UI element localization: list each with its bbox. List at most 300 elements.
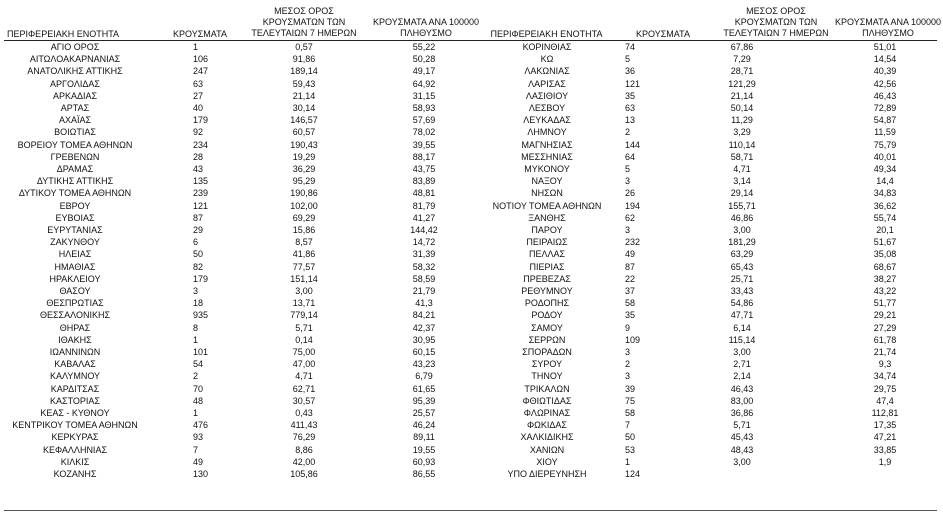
cases-value: 3 xyxy=(193,286,199,296)
cases-value: 1 xyxy=(625,456,631,467)
table-row xyxy=(0,407,943,419)
cases-value: 2 xyxy=(193,371,199,382)
header-cases-left: ΚΡΟΥΣΜΑΤΑ xyxy=(173,29,227,39)
region-name: ΧΑΝΙΩΝ xyxy=(529,444,565,455)
cases-value: 3 xyxy=(625,176,631,187)
table-row xyxy=(0,456,943,468)
per100k-value: 46,43 xyxy=(873,90,897,101)
avg7-value: 189,14 xyxy=(290,66,318,77)
avg7-value: 102,00 xyxy=(290,200,318,211)
cases-value: 35 xyxy=(625,90,636,101)
per100k-value: 48,81 xyxy=(412,188,436,199)
cases-value: 54 xyxy=(193,359,204,370)
per100k-value: 6,79 xyxy=(415,371,433,382)
avg7-value: 3,00 xyxy=(733,225,751,235)
region-name: ΞΑΝΘΗΣ xyxy=(528,212,566,223)
table-row xyxy=(0,383,943,395)
cases-value: 82 xyxy=(193,261,204,272)
cases-value: 28 xyxy=(193,151,204,162)
per100k-value: 49,17 xyxy=(412,66,436,77)
avg7-value: 58,71 xyxy=(730,151,754,162)
avg7-value: 0,14 xyxy=(295,334,313,345)
per100k-value: 1,9 xyxy=(878,456,892,467)
per100k-value: 58,32 xyxy=(412,261,436,272)
avg7-value: 60,57 xyxy=(292,127,316,138)
region-name: ΚΑΒΑΛΑΣ xyxy=(54,359,96,370)
table-row xyxy=(0,273,943,285)
cases-value: 22 xyxy=(625,273,636,284)
avg7-value: 54,86 xyxy=(730,298,754,309)
region-name: ΧΑΛΚΙΔΙΚΗΣ xyxy=(520,432,574,443)
avg7-value: 91,86 xyxy=(292,54,316,65)
per100k-value: 47,4 xyxy=(876,395,894,406)
region-name: ΠΑΡΟΥ xyxy=(531,225,563,235)
avg7-value: 95,29 xyxy=(292,176,316,187)
avg7-value: 30,14 xyxy=(292,103,316,113)
per100k-value: 39,55 xyxy=(412,139,436,150)
cases-value: 2 xyxy=(625,359,631,370)
per100k-value: 54,87 xyxy=(873,115,897,126)
region-name: ΗΡΑΚΛΕΙΟΥ xyxy=(49,273,101,284)
cases-value: 6 xyxy=(193,237,199,248)
avg7-value: 65,43 xyxy=(730,261,754,272)
table-row xyxy=(0,224,943,236)
cases-value: 49 xyxy=(193,456,204,467)
region-name: ΧΙΟΥ xyxy=(536,456,558,467)
table-row xyxy=(0,187,943,199)
per100k-value: 21,79 xyxy=(412,286,436,296)
per100k-value: 31,39 xyxy=(412,249,436,260)
cases-value: 5 xyxy=(625,54,631,65)
region-name: ΚΙΛΚΙΣ xyxy=(60,456,90,467)
per100k-value: 46,24 xyxy=(412,420,436,431)
region-name: ΔΡΑΜΑΣ xyxy=(56,164,94,174)
region-name: ΣΕΡΡΩΝ xyxy=(528,334,566,345)
per100k-value: 89,11 xyxy=(413,432,435,443)
table-row xyxy=(0,151,943,163)
per100k-value: 61,78 xyxy=(873,334,897,345)
header-per100k-left: ΚΡΟΥΣΜΑΤΑ ΑΝΑ 100000 ΠΛΗΘΥΣΜΟ xyxy=(373,17,479,38)
avg7-value: 59,43 xyxy=(292,78,316,89)
region-name: ΑΧΑΪΑΣ xyxy=(58,115,92,126)
avg7-value: 3,29 xyxy=(733,127,751,138)
per100k-value: 30,95 xyxy=(412,334,436,345)
avg7-value: 2,71 xyxy=(733,359,751,370)
table-row xyxy=(0,297,943,309)
region-name: ΚΕΡΚΥΡΑΣ xyxy=(51,432,99,443)
region-name: ΗΜΑΘΙΑΣ xyxy=(54,261,96,272)
avg7-value: 36,86 xyxy=(730,408,754,418)
header-avg7-right: ΜΕΣΟΣ ΟΡΟΣ ΚΡΟΥΣΜΑΤΩΝ ΤΩΝ ΤΕΛΕΥΤΑΙΩΝ 7 ΗΜΕΡΩΝ xyxy=(723,6,829,38)
cases-value: 121 xyxy=(625,78,641,89)
per100k-value: 49,34 xyxy=(873,164,897,174)
avg7-value: 63,29 xyxy=(730,249,754,260)
table-row xyxy=(0,261,943,273)
region-name: ΡΟΔΟΥ xyxy=(531,310,563,321)
avg7-value: 8,57 xyxy=(295,237,313,248)
per100k-value: 40,39 xyxy=(873,66,897,77)
cases-value: 70 xyxy=(193,383,204,394)
per100k-value: 75,79 xyxy=(873,139,897,150)
table-row xyxy=(0,248,943,260)
region-name: ΑΓΙΟ ΟΡΟΣ xyxy=(50,42,100,52)
region-name: ΗΛΕΙΑΣ xyxy=(58,249,92,260)
region-name: ΑΡΚΑΔΙΑΣ xyxy=(52,90,98,101)
region-name: ΦΘΙΩΤΙΔΑΣ xyxy=(522,395,572,406)
table-row xyxy=(0,431,943,443)
region-name: ΠΕΛΛΑΣ xyxy=(528,249,566,260)
region-name: ΣΠΟΡΑΔΩΝ xyxy=(522,347,572,357)
avg7-value: 29,14 xyxy=(730,188,754,199)
region-name: ΔΥΤΙΚΟΥ ΤΟΜΕΑ ΑΘΗΝΩΝ xyxy=(18,188,132,199)
per100k-value: 36,62 xyxy=(873,200,897,211)
table-row xyxy=(0,346,943,358)
avg7-value: 33,43 xyxy=(730,286,754,296)
avg7-value: 3,14 xyxy=(733,176,751,187)
cases-value: 135 xyxy=(193,176,209,187)
region-name: ΛΕΣΒΟΥ xyxy=(528,103,566,113)
avg7-value: 62,71 xyxy=(292,383,316,394)
region-name: ΘΗΡΑΣ xyxy=(59,322,91,333)
avg7-value: 5,71 xyxy=(295,322,313,333)
table-row xyxy=(0,90,943,102)
per100k-value: 20,1 xyxy=(876,225,894,235)
region-name: ΥΠΟ ΔΙΕΡΕΥΝΗΣΗ xyxy=(507,469,587,479)
per100k-value: 95,39 xyxy=(412,395,436,406)
avg7-value: 4,71 xyxy=(295,371,313,382)
cases-value: 75 xyxy=(625,395,636,406)
table-bottom-rule xyxy=(4,510,937,511)
per100k-value: 43,75 xyxy=(412,164,436,174)
cases-value: 63 xyxy=(193,78,204,89)
per100k-value: 86,55 xyxy=(412,469,436,479)
region-name: ΚΕΝΤΡΙΚΟΥ ΤΟΜΕΑ ΑΘΗΝΩΝ xyxy=(12,420,138,431)
per100k-value: 9,3 xyxy=(878,359,892,370)
avg7-value: 155,71 xyxy=(728,200,756,211)
header-region-left: ΠΕΡΙΦΕΡΕΙΑΚΗ ΕΝΟΤΗΤΑ xyxy=(7,29,120,39)
table-row xyxy=(0,309,943,321)
region-name: ΛΑΚΩΝΙΑΣ xyxy=(524,66,570,77)
table-row xyxy=(0,419,943,431)
cases-value: 87 xyxy=(625,261,636,272)
header-avg7-left: ΜΕΣΟΣ ΟΡΟΣ ΚΡΟΥΣΜΑΤΩΝ ΤΩΝ ΤΕΛΕΥΤΑΙΩΝ 7 ΗΜΕΡΩΝ xyxy=(251,6,357,38)
avg7-value: 75,00 xyxy=(292,347,316,357)
per100k-value: 34,83 xyxy=(873,188,897,199)
per100k-value: 61,65 xyxy=(412,383,436,394)
per100k-value: 72,89 xyxy=(873,103,897,113)
table-row xyxy=(0,175,943,187)
region-name: ΛΗΜΝΟΥ xyxy=(527,127,567,138)
table-row xyxy=(0,139,943,151)
cases-value: 7 xyxy=(193,444,199,455)
avg7-value: 13,71 xyxy=(292,298,316,309)
table-row xyxy=(0,212,943,224)
avg7-value: 151,14 xyxy=(290,273,318,284)
region-name: ΡΟΔΟΠΗΣ xyxy=(524,298,570,309)
avg7-value: 77,57 xyxy=(292,261,316,272)
per100k-value: 21,74 xyxy=(873,347,897,357)
table-row xyxy=(0,468,943,480)
per100k-value: 51,77 xyxy=(873,298,897,309)
cases-value: 179 xyxy=(193,273,209,284)
cases-value: 1 xyxy=(193,334,199,345)
avg7-value: 5,71 xyxy=(733,420,751,431)
avg7-value: 3,00 xyxy=(733,456,751,467)
per100k-value: 42,56 xyxy=(873,78,897,89)
table-row xyxy=(0,395,943,407)
table-row xyxy=(0,163,943,175)
region-name: ΙΩΑΝΝΙΝΩΝ xyxy=(49,347,101,357)
region-name: ΦΩΚΙΔΑΣ xyxy=(527,420,567,431)
region-name: ΣΥΡΟΥ xyxy=(531,359,563,370)
cases-value: 3 xyxy=(625,347,631,357)
avg7-value: 47,71 xyxy=(730,310,754,321)
table-row xyxy=(0,78,943,90)
region-name: ΘΕΣΠΡΩΤΙΑΣ xyxy=(46,298,104,309)
cases-value: 26 xyxy=(625,188,636,199)
cases-value: 476 xyxy=(193,420,209,431)
table-row xyxy=(0,444,943,456)
avg7-value: 3,00 xyxy=(295,286,313,296)
cases-value: 5 xyxy=(625,164,631,174)
cases-value: 3 xyxy=(625,225,631,235)
region-name: ΘΑΣΟΥ xyxy=(59,286,91,296)
cases-value: 130 xyxy=(193,469,209,479)
per100k-value: 29,21 xyxy=(873,310,897,321)
per100k-value: 34,74 xyxy=(873,371,897,382)
region-name: ΤΗΝΟΥ xyxy=(531,371,563,382)
per100k-value: 83,89 xyxy=(412,176,436,187)
per100k-value: 47,21 xyxy=(873,432,897,443)
cases-value: 247 xyxy=(193,66,209,77)
per100k-value: 38,27 xyxy=(873,273,897,284)
avg7-value: 8,86 xyxy=(295,444,313,455)
region-name: ΕΥΒΟΙΑΣ xyxy=(55,212,95,223)
region-name: ΦΛΩΡΙΝΑΣ xyxy=(523,408,571,418)
region-name: ΘΕΣΣΑΛΟΝΙΚΗΣ xyxy=(39,310,111,321)
per100k-value: 64,92 xyxy=(412,78,436,89)
per100k-value: 68,67 xyxy=(873,261,897,272)
avg7-value: 105,86 xyxy=(290,469,318,479)
cases-value: 39 xyxy=(625,383,636,394)
per100k-value: 14,54 xyxy=(873,54,897,65)
cases-value: 935 xyxy=(193,310,209,321)
per100k-value: 35,08 xyxy=(873,249,897,260)
cases-value: 1 xyxy=(193,408,199,418)
region-name: ΒΟΡΕΙΟΥ ΤΟΜΕΑ ΑΘΗΝΩΝ xyxy=(17,139,133,150)
avg7-value: 25,71 xyxy=(730,273,754,284)
table-row xyxy=(0,114,943,126)
avg7-value: 76,29 xyxy=(292,432,316,443)
cases-value: 43 xyxy=(193,164,204,174)
cases-value: 50 xyxy=(625,432,636,443)
region-name: ΛΑΣΙΘΙΟΥ xyxy=(525,90,569,101)
region-name: ΜΑΓΝΗΣΙΑΣ xyxy=(521,139,573,150)
per100k-value: 55,22 xyxy=(412,42,436,52)
cases-value: 64 xyxy=(625,151,636,162)
avg7-value: 4,71 xyxy=(733,164,751,174)
avg7-value: 36,29 xyxy=(292,164,316,174)
table-row xyxy=(0,126,943,138)
cases-value: 1 xyxy=(193,42,199,52)
cases-value: 234 xyxy=(193,139,209,150)
region-name: ΝΑΞΟΥ xyxy=(531,176,563,187)
avg7-value: 190,86 xyxy=(290,188,318,199)
avg7-value: 146,57 xyxy=(290,115,318,126)
cases-value: 48 xyxy=(193,395,204,406)
region-name: ΠΡΕΒΕΖΑΣ xyxy=(523,273,571,284)
cases-value: 29 xyxy=(193,225,204,235)
avg7-value: 190,43 xyxy=(290,139,318,150)
avg7-value: 110,14 xyxy=(728,139,756,150)
avg7-value: 50,14 xyxy=(730,103,754,113)
cases-value: 121 xyxy=(193,200,209,211)
avg7-value: 0,43 xyxy=(295,408,313,418)
per100k-value: 144,42 xyxy=(410,225,438,235)
per100k-value: 43,22 xyxy=(873,286,897,296)
region-name: ΚΑΡΔΙΤΣΑΣ xyxy=(50,383,100,394)
avg7-value: 83,00 xyxy=(730,395,754,406)
region-name: ΚΕΦΑΛΛΗΝΙΑΣ xyxy=(42,444,108,455)
region-name: ΚΟΖΑΝΗΣ xyxy=(53,469,97,479)
cases-value: 194 xyxy=(625,200,641,211)
avg7-value: 7,29 xyxy=(733,54,751,65)
avg7-value: 46,86 xyxy=(730,212,754,223)
region-name: ΔΥΤΙΚΗΣ ΑΤΤΙΚΗΣ xyxy=(36,176,114,187)
cases-value: 18 xyxy=(193,298,204,309)
cases-value: 101 xyxy=(193,347,209,357)
per100k-value: 42,37 xyxy=(412,322,436,333)
table-row xyxy=(0,334,943,346)
avg7-value: 3,00 xyxy=(733,347,751,357)
per100k-value: 60,93 xyxy=(412,456,436,467)
table-row xyxy=(0,41,943,53)
avg7-value: 21,14 xyxy=(730,90,754,101)
region-name: ΑΡΤΑΣ xyxy=(60,103,90,113)
region-name: ΛΑΡΙΣΑΣ xyxy=(528,78,566,89)
table-row xyxy=(0,358,943,370)
cases-value: 49 xyxy=(625,249,636,260)
avg7-value: 21,14 xyxy=(292,90,316,101)
avg7-value: 779,14 xyxy=(290,310,318,321)
cases-value: 144 xyxy=(625,139,641,150)
table-row xyxy=(0,370,943,382)
cases-value: 63 xyxy=(625,103,636,113)
cases-value: 36 xyxy=(625,66,636,77)
region-name: ΝΟΤΙΟΥ ΤΟΜΕΑ ΑΘΗΝΩΝ xyxy=(492,200,602,211)
cases-value: 35 xyxy=(625,310,636,321)
cases-value: 58 xyxy=(625,408,636,418)
cases-value: 13 xyxy=(625,115,636,126)
per100k-value: 41,3 xyxy=(415,298,433,309)
region-name: ΙΘΑΚΗΣ xyxy=(58,334,92,345)
per100k-value: 88,17 xyxy=(412,151,436,162)
avg7-value: 45,43 xyxy=(730,432,754,443)
per100k-value: 19,55 xyxy=(412,444,436,455)
per100k-value: 58,93 xyxy=(412,103,436,113)
per100k-value: 14,72 xyxy=(412,237,436,248)
cases-value: 124 xyxy=(625,469,641,479)
region-name: ΣΑΜΟΥ xyxy=(531,322,563,333)
per100k-value: 43,23 xyxy=(412,359,436,370)
cases-value: 92 xyxy=(193,127,204,138)
per100k-value: 81,79 xyxy=(412,200,436,211)
cases-value: 8 xyxy=(193,322,199,333)
avg7-value: 42,00 xyxy=(292,456,316,467)
region-name: ΚΟΡΙΝΘΙΑΣ xyxy=(522,42,572,52)
avg7-value: 11,29 xyxy=(731,115,753,126)
region-name: ΠΙΕΡΙΑΣ xyxy=(529,261,565,272)
table-row xyxy=(0,102,943,114)
cases-value: 40 xyxy=(193,103,204,113)
region-name: ΒΟΙΩΤΙΑΣ xyxy=(54,127,96,138)
region-name: ΕΥΡΥΤΑΝΙΑΣ xyxy=(47,225,103,235)
avg7-value: 2,14 xyxy=(733,371,751,382)
per100k-value: 50,28 xyxy=(412,54,436,65)
avg7-value: 0,57 xyxy=(295,42,313,52)
region-name: ΛΕΥΚΑΔΑΣ xyxy=(523,115,571,126)
per100k-value: 25,57 xyxy=(412,408,436,418)
cases-value: 74 xyxy=(625,42,636,52)
header-per100k-right: ΚΡΟΥΣΜΑΤΑ ΑΝΑ 100000 ΠΛΗΘΥΣΜΟ xyxy=(835,17,941,38)
per100k-value: 84,21 xyxy=(412,310,436,321)
avg7-value: 411,43 xyxy=(290,420,318,431)
per100k-value: 11,59 xyxy=(874,127,896,138)
per100k-value: 27,29 xyxy=(873,322,897,333)
table-row xyxy=(0,285,943,297)
avg7-value: 115,14 xyxy=(728,334,756,345)
cases-value: 2 xyxy=(625,127,631,138)
avg7-value: 6,14 xyxy=(733,322,751,333)
cases-value: 37 xyxy=(625,286,636,296)
cases-value: 93 xyxy=(193,432,204,443)
per100k-value: 58,59 xyxy=(412,273,436,284)
region-name: ΚΩ xyxy=(540,54,554,65)
per100k-value: 51,67 xyxy=(873,237,897,248)
per100k-value: 60,15 xyxy=(412,347,436,357)
per100k-value: 17,35 xyxy=(873,420,897,431)
cases-value: 109 xyxy=(625,334,641,345)
region-name: ΑΡΓΟΛΙΔΑΣ xyxy=(50,78,100,89)
cases-value: 179 xyxy=(193,115,209,126)
per100k-value: 14,4 xyxy=(876,176,894,187)
avg7-value: 48,43 xyxy=(730,444,754,455)
region-name: ΤΡΙΚΑΛΩΝ xyxy=(524,383,570,394)
per100k-value: 51,01 xyxy=(873,42,897,52)
avg7-value: 28,71 xyxy=(730,66,754,77)
region-name: ΓΡΕΒΕΝΩΝ xyxy=(50,151,100,162)
region-name: ΚΑΣΤΟΡΙΑΣ xyxy=(50,395,100,406)
region-name: ΜΥΚΟΝΟΥ xyxy=(524,164,570,174)
per100k-value: 57,69 xyxy=(412,115,436,126)
region-name: ΠΕΙΡΑΙΩΣ xyxy=(526,237,568,248)
cases-value: 9 xyxy=(625,322,631,333)
avg7-value: 67,86 xyxy=(730,42,754,52)
table-row xyxy=(0,236,943,248)
cases-value: 232 xyxy=(625,237,641,248)
per100k-value: 29,75 xyxy=(873,383,897,394)
cases-value: 62 xyxy=(625,212,636,223)
per100k-value: 78,02 xyxy=(412,127,436,138)
region-name: ΡΕΘΥΜΝΟΥ xyxy=(521,286,573,296)
per100k-value: 41,27 xyxy=(412,212,436,223)
per100k-value: 55,74 xyxy=(873,212,897,223)
cases-value: 50 xyxy=(193,249,204,260)
avg7-value: 121,29 xyxy=(728,78,756,89)
avg7-value: 47,00 xyxy=(292,359,316,370)
per100k-value: 31,15 xyxy=(412,90,436,101)
avg7-value: 15,86 xyxy=(292,225,316,235)
